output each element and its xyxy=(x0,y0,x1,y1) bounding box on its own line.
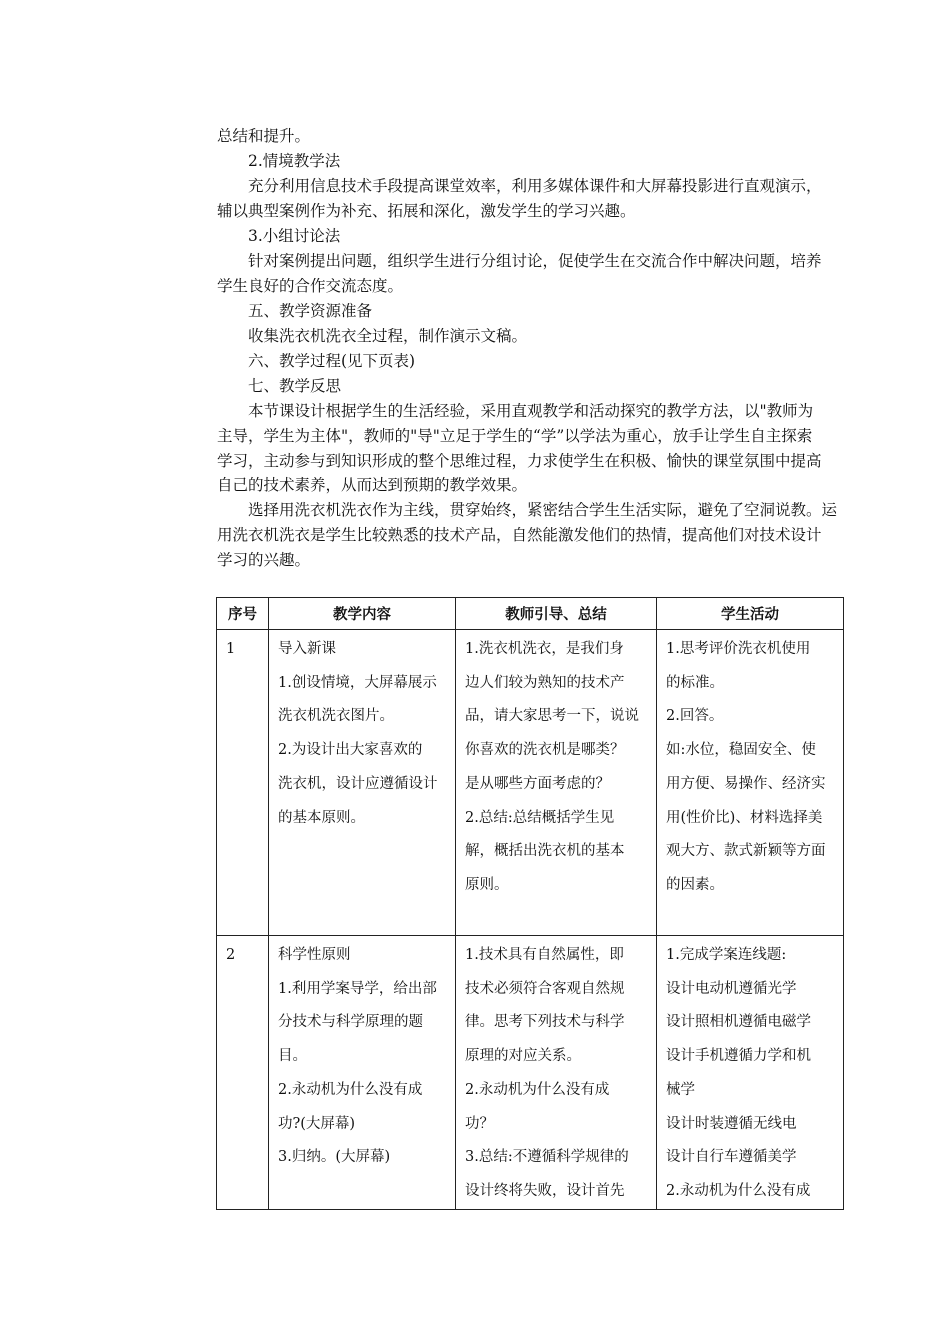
teaching-process-table xyxy=(216,597,844,1210)
row-student-cell: 1.思考评价洗衣机使用 的标准。 2.回答。 如:水位，稳固安全、使 用方便、易操作、经济实 用(性价比)、材料选择美 观大方、款式新颖等方面 的因素。 xyxy=(657,630,844,936)
row-teacher-cell: 1.洗衣机洗衣，是我们身 边人们较为熟知的技术产 品，请大家思考一下，说说 你喜欢的洗衣机是哪类？ 是从哪些方面考虑的？ 2.总结:总结概括学生见 解，概括出洗衣机的基本 原则。 xyxy=(456,630,657,936)
row-number: 1 xyxy=(217,630,269,936)
header-number: 序号 xyxy=(217,598,269,630)
row-number: 2 xyxy=(217,936,269,1210)
heading-teaching-process: 六、教学过程(见下页表) xyxy=(248,352,416,370)
table-row xyxy=(217,630,844,936)
row-student-cell: 1.完成学案连线题: 设计电动机遵循光学 设计照相机遵循电磁学 设计手机遵循力学和机 械学 设计时装遵循无线电 设计自行车遵循美学 2.永动机为什么没有成 xyxy=(657,936,844,1210)
paragraph-resources: 收集洗衣机洗衣全过程，制作演示文稿。 xyxy=(248,327,528,345)
heading-group-discussion: 3.小组讨论法 xyxy=(248,227,341,245)
paragraph-reflection-1: 本节课设计根据学生的生活经验，采用直观教学和活动探究的教学方法，以"教师为 主导，学生为主体"，教师的"导"立足于学生的“学”以学法为重心，放手让学生自主探索 学习，主动参与到知识形成的整个思维过程，力求使学生在积极、愉快的课堂氛围中提高 自己的技术素养，从而达到预期的教学效果。 xyxy=(217,402,822,495)
header-student-activity: 学生活动 xyxy=(657,598,844,630)
heading-situational-teaching: 2.情境教学法 xyxy=(248,152,341,170)
row-teacher-cell: 1.技术具有自然属性，即 技术必须符合客观自然规 律。思考下列技术与科学 原理的对应关系。 2.永动机为什么没有成 功？ 3.总结:不遵循科学规律的 设计终将失败，设计首先 xyxy=(456,936,657,1210)
header-teacher-guidance: 教师引导、总结 xyxy=(456,598,657,630)
paragraph-group-discussion: 针对案例提出问题，组织学生进行分组讨论，促使学生在交流合作中解决问题，培养 学生良好的合作交流态度。 xyxy=(217,252,822,295)
heading-reflection: 七、教学反思 xyxy=(248,377,342,395)
row-content-cell: 科学性原则 1.利用学案导学，给出部 分技术与科学原理的题 目。 2.永动机为什么没有成 功?(大屏幕) 3.归纳。(大屏幕) xyxy=(269,936,456,1210)
heading-resources: 五、教学资源准备 xyxy=(248,302,373,320)
table-row xyxy=(217,936,844,1210)
header-content: 教学内容 xyxy=(269,598,456,630)
paragraph-summary-end: 总结和提升。 xyxy=(217,127,311,145)
row-content-cell: 导入新课 1.创设情境，大屏幕展示 洗衣机洗衣图片。 2.为设计出大家喜欢的 洗衣机，设计应遵循设计 的基本原则。 xyxy=(269,630,456,936)
paragraph-situational-teaching: 充分利用信息技术手段提高课堂效率，利用多媒体课件和大屏幕投影进行直观演示， 辅以典型案例作为补充、拓展和深化，激发学生的学习兴趣。 xyxy=(217,177,822,220)
paragraph-reflection-2: 选择用洗衣机洗衣作为主线，贯穿始终，紧密结合学生生活实际，避免了空洞说教。运 用洗衣机洗衣是学生比较熟悉的技术产品，自然能激发他们的热情，提高他们对技术设计 学习的兴趣。 xyxy=(217,501,838,569)
table-header-row xyxy=(217,598,844,630)
